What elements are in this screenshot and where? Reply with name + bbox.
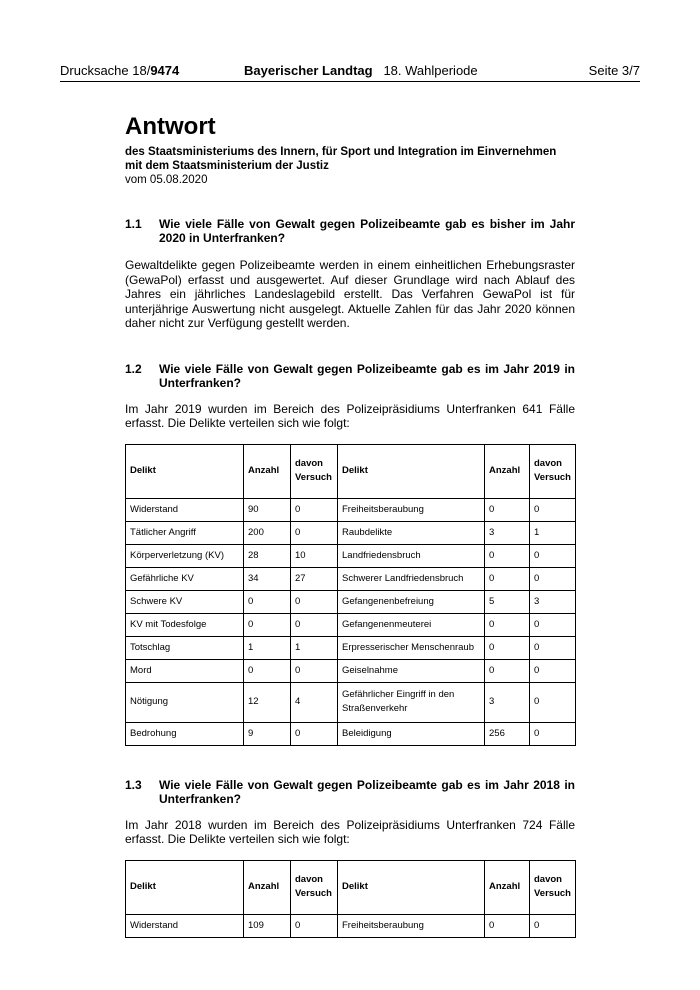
table-cell: 12 <box>244 682 291 722</box>
table-cell: Freiheitsberaubung <box>338 498 485 521</box>
question-text: Wie viele Fälle von Gewalt gegen Polizeibeamte gab es bisher im Jahr 2020 in Unterfranken? <box>159 217 575 245</box>
table-cell: Schwerer Landfriedensbruch <box>338 567 485 590</box>
table-cell: 256 <box>485 722 530 745</box>
table-cell: 3 <box>485 521 530 544</box>
table-cell: 34 <box>244 567 291 590</box>
header-anzahl: Anzahl <box>244 444 291 498</box>
table-cell: Totschlag <box>126 636 244 659</box>
intro-1-3: Im Jahr 2018 wurden im Bereich des Polizeipräsidiums Unterfranken 724 Fälle erfasst. Die Delikte verteilen sich wie folgt: <box>125 817 575 846</box>
table-cell: 0 <box>530 567 576 590</box>
table-row <box>126 590 576 613</box>
table-cell: 28 <box>244 544 291 567</box>
table-cell: 0 <box>244 590 291 613</box>
table-cell: 0 <box>530 659 576 682</box>
table-cell: 0 <box>291 613 338 636</box>
table-cell: Raubdelikte <box>338 521 485 544</box>
table-cell: Tätlicher Angriff <box>126 521 244 544</box>
period-label: 18. Wahlperiode <box>383 63 478 78</box>
table-row <box>126 567 576 590</box>
table-cell: 0 <box>291 498 338 521</box>
table-cell: 27 <box>291 567 338 590</box>
table-cell: 10 <box>291 544 338 567</box>
table-cell: 0 <box>291 722 338 745</box>
table-cell: 0 <box>291 659 338 682</box>
table-cell: 200 <box>244 521 291 544</box>
table-cell: 90 <box>244 498 291 521</box>
table-cell: 3 <box>485 682 530 722</box>
table-cell: 3 <box>530 590 576 613</box>
table-row <box>126 544 576 567</box>
parliament-name: Bayerischer Landtag <box>244 63 373 78</box>
table-cell: Gefangenenmeuterei <box>338 613 485 636</box>
table-row <box>126 682 576 722</box>
intro-1-2: Im Jahr 2019 wurden im Bereich des Polizeipräsidiums Unterfranken 641 Fälle erfasst. Die Delikte verteilen sich wie folgt: <box>125 401 575 430</box>
table-header-row <box>126 860 576 914</box>
page-header <box>60 63 640 82</box>
drucksache-prefix: Drucksache 18/ <box>60 63 151 78</box>
table-cell: 0 <box>530 682 576 722</box>
table-cell: Gefährliche KV <box>126 567 244 590</box>
table-cell: 0 <box>291 914 338 937</box>
table-cell: Freiheitsberaubung <box>338 914 485 937</box>
table-cell: Geiselnahme <box>338 659 485 682</box>
table-cell: 4 <box>291 682 338 722</box>
table-cell: Nötigung <box>126 682 244 722</box>
table-cell: 0 <box>485 567 530 590</box>
header-versuch: davon Versuch <box>530 860 576 914</box>
answer-title: Antwort <box>125 113 216 140</box>
table-row <box>126 636 576 659</box>
header-delikt: Delikt <box>126 860 244 914</box>
header-anzahl: Anzahl <box>485 444 530 498</box>
header-anzahl: Anzahl <box>244 860 291 914</box>
question-number: 1.3 <box>125 777 142 792</box>
table-row <box>126 613 576 636</box>
question-1-1 <box>125 217 575 245</box>
table-cell: 0 <box>244 613 291 636</box>
delikte-table-2019 <box>125 444 576 746</box>
table-cell: 1 <box>244 636 291 659</box>
table-cell: 0 <box>530 544 576 567</box>
answer-date: vom 05.08.2020 <box>125 174 208 186</box>
table-cell: 0 <box>485 914 530 937</box>
table-cell: Bedrohung <box>126 722 244 745</box>
header-delikt: Delikt <box>338 444 485 498</box>
drucksache-number: 9474 <box>150 63 180 78</box>
table-cell: Widerstand <box>126 914 244 937</box>
parliament-period <box>244 63 478 78</box>
table-cell: 0 <box>530 636 576 659</box>
table-row <box>126 498 576 521</box>
question-1-3 <box>125 778 575 806</box>
table-cell: Körperverletzung (KV) <box>126 544 244 567</box>
table-cell: Gefährlicher Eingriff in den Straßenverkehr <box>338 682 485 722</box>
page-number: Seite 3/7 <box>588 63 640 78</box>
table-cell: 0 <box>530 613 576 636</box>
question-text: Wie viele Fälle von Gewalt gegen Polizeibeamte gab es im Jahr 2019 in Unterfranken? <box>159 361 575 390</box>
table-cell: KV mit Todesfolge <box>126 613 244 636</box>
table-row <box>126 914 576 937</box>
table-cell: 0 <box>485 613 530 636</box>
table-cell: 0 <box>485 498 530 521</box>
table-cell: 9 <box>244 722 291 745</box>
table-cell: 0 <box>530 498 576 521</box>
table-cell: 0 <box>291 521 338 544</box>
table-cell: Widerstand <box>126 498 244 521</box>
drucksache-label <box>60 63 179 78</box>
answer-1-1: Gewaltdelikte gegen Polizeibeamte werden in einem einheitlichen Erhebungsraster (GewaPol) erfasst und ausgewertet. Auf dieser Grundlage wird nach Ablauf des Jahres ein jährliches Landeslagebild erstellt. Das Verfahren GewaPol ist für unterjährige Auswertung nicht ausgelegt. Aktuelle Zahlen für das Jahr 2020 können daher nicht zur Verfügung gestellt werden. <box>125 258 575 330</box>
table-cell: 1 <box>291 636 338 659</box>
table-cell: Gefangenenbefreiung <box>338 590 485 613</box>
table-cell: 109 <box>244 914 291 937</box>
table-cell: 0 <box>530 722 576 745</box>
header-versuch: davon Versuch <box>291 860 338 914</box>
header-delikt: Delikt <box>338 860 485 914</box>
table-row <box>126 722 576 745</box>
answer-subtitle: des Staatsministeriums des Innern, für Sport und Integration im Einvernehmen mit dem Staatsministerium der Justiz <box>125 146 557 172</box>
table-cell: Schwere KV <box>126 590 244 613</box>
table-cell: 0 <box>244 659 291 682</box>
header-versuch: davon Versuch <box>530 444 576 498</box>
delikte-table-2018 <box>125 860 576 938</box>
question-number: 1.2 <box>125 361 142 376</box>
question-1-2 <box>125 362 575 390</box>
header-delikt: Delikt <box>126 444 244 498</box>
table-cell: 0 <box>485 636 530 659</box>
table-cell: 5 <box>485 590 530 613</box>
table-cell: Beleidigung <box>338 722 485 745</box>
table-cell: 0 <box>530 914 576 937</box>
header-anzahl: Anzahl <box>485 860 530 914</box>
table-header-row <box>126 444 576 498</box>
table-cell: Erpresserischer Menschenraub <box>338 636 485 659</box>
table-row <box>126 659 576 682</box>
table-cell: 0 <box>485 544 530 567</box>
header-versuch: davon Versuch <box>291 444 338 498</box>
table-cell: Landfriedensbruch <box>338 544 485 567</box>
table-cell: 0 <box>291 590 338 613</box>
document-body <box>125 113 575 938</box>
table-cell: Mord <box>126 659 244 682</box>
question-text: Wie viele Fälle von Gewalt gegen Polizeibeamte gab es im Jahr 2018 in Unterfranken? <box>159 777 575 806</box>
question-number: 1.1 <box>125 217 142 231</box>
table-cell: 1 <box>530 521 576 544</box>
table-cell: 0 <box>485 659 530 682</box>
table-row <box>126 521 576 544</box>
